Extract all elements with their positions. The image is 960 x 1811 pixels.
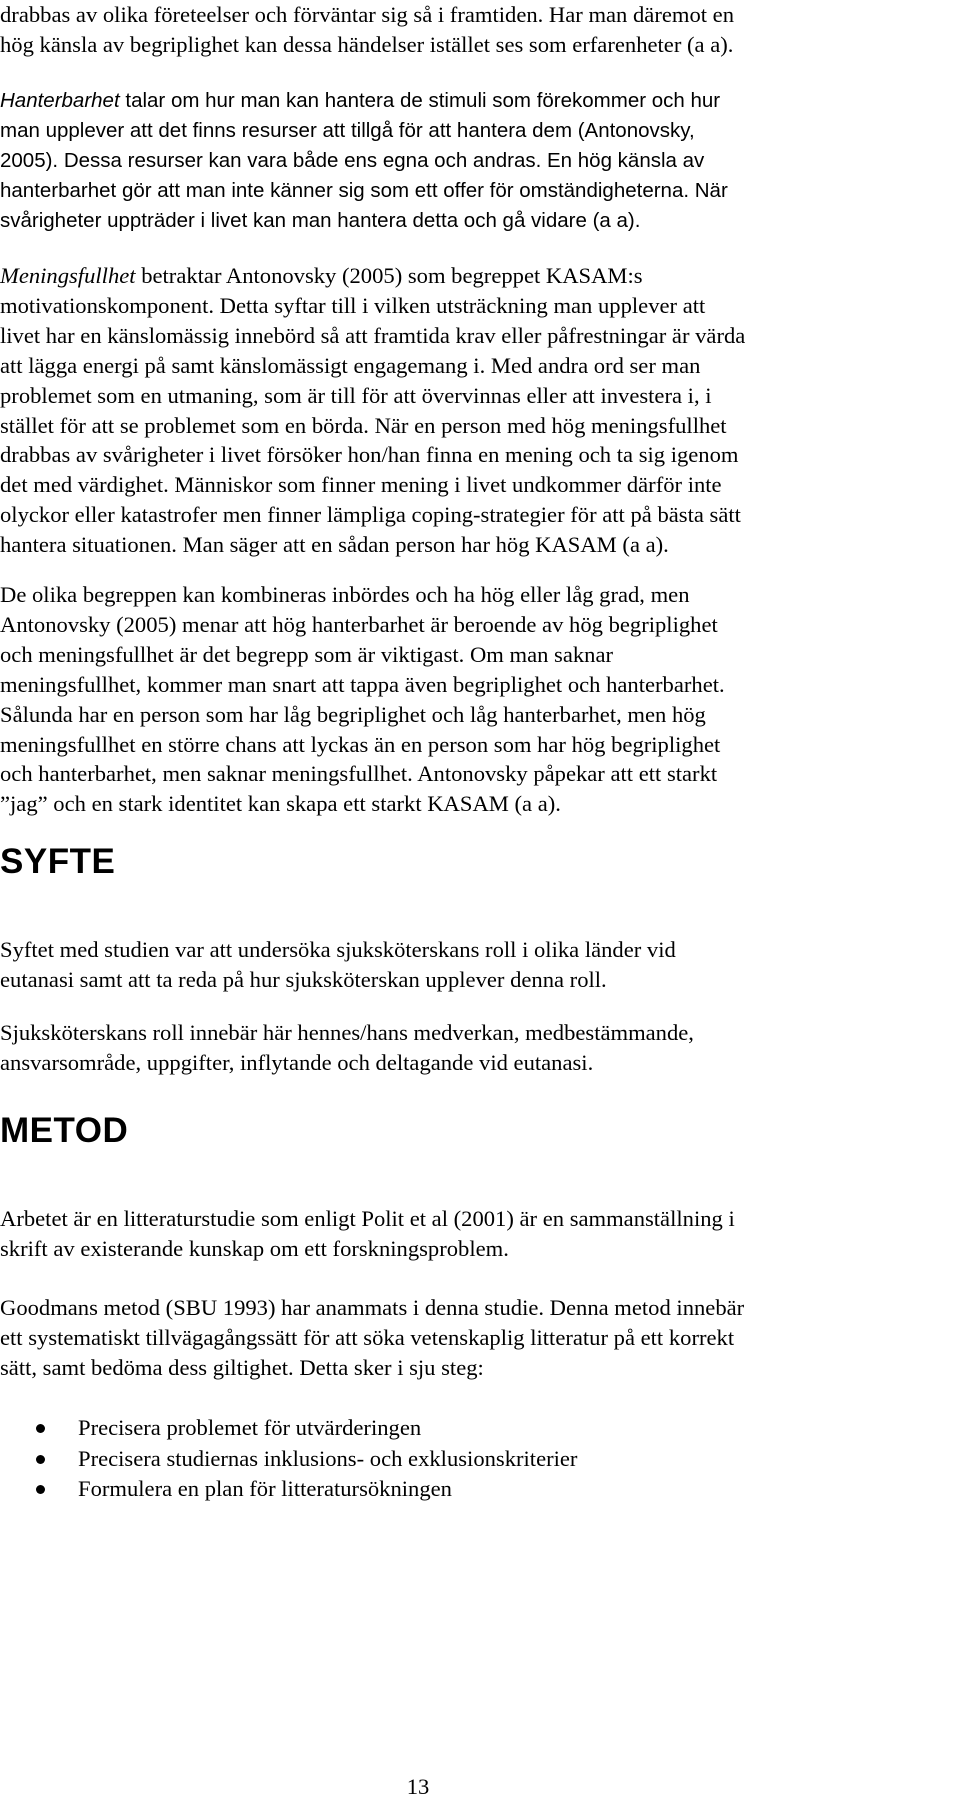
paragraph-meningsfullhet [0, 261, 960, 560]
text-line: Goodmans metod (SBU 1993) har anammats i denna studie. Denna metod innebär [0, 1295, 745, 1320]
term-hanterbarhet: Hanterbarhet [0, 89, 120, 112]
text-line: problemet som en utmaning, som är till för att övervinnas eller att investera i, i [0, 382, 712, 408]
text-line: drabbas av olika företeelser och förväntar sig så i framtiden. Har man däremot en [0, 2, 734, 27]
text-line: livet har en känslomässig innebörd så att framtida krav eller påfrestningar är värda [0, 322, 746, 348]
paragraph-metod-2 [0, 1293, 960, 1383]
list-item [0, 1444, 577, 1475]
text-line: man upplever att det finns resurser att tillgå för att hantera dem (Antonovsky, [0, 118, 695, 142]
text-fragment: betraktar Antonovsky (2005) som begreppet KASAM:s [135, 263, 643, 288]
paragraph-hanterbarhet [0, 86, 960, 236]
text-line: hög känsla av begriplighet kan dessa händelser istället ses som erfarenheter (a a). [0, 31, 734, 57]
text-line: och hanterbarhet, men saknar meningsfullhet. Antonovsky påpekar att ett starkt [0, 761, 718, 787]
text-fragment: talar om hur man kan hantera de stimuli som förekommer och hur [119, 89, 721, 112]
page-number: 13 [406, 1774, 430, 1799]
section-heading-metod: METOD [0, 1111, 129, 1150]
text-line: hantera situationen. Man säger att en sådan person har hög KASAM (a a). [0, 532, 669, 558]
text-line: Sålunda har en person som har låg begriplighet och låg hanterbarhet, men hög [0, 701, 706, 727]
list-item-text: Precisera problemet för utvärderingen [78, 1415, 422, 1440]
text-line: hanterbarhet gör att man inte känner sig som ett offer för omständigheterna. När [0, 178, 728, 202]
text-line: att lägga energi på samt känslomässigt engagemang i. Med andra ord ser man [0, 352, 701, 378]
text-line [0, 86, 960, 116]
bullet-icon [36, 1424, 45, 1433]
paragraph-syfte-1 [0, 935, 960, 995]
text-line: Arbetet är en litteraturstudie som enligt Polit et al (2001) är en sammanställning i [0, 1206, 735, 1231]
text-line: och meningsfullhet är det begrepp som är viktigast. Om man saknar [0, 641, 614, 667]
text-line: Antonovsky (2005) menar att hög hanterbarhet är beroende av hög begriplighet [0, 611, 718, 637]
text-line: drabbas av svårigheter i livet försöker hon/han finna en mening och ta sig igenom [0, 442, 739, 468]
text-line: De olika begreppen kan kombineras inbördes och ha hög eller låg grad, men [0, 582, 690, 607]
text-line: svårigheter uppträder i livet kan man hantera detta och gå vidare (a a). [0, 208, 641, 232]
text-line: ”jag” och en stark identitet kan skapa ett starkt KASAM (a a). [0, 791, 561, 817]
paragraph-metod-1 [0, 1204, 960, 1264]
text-line: eutanasi samt att ta reda på hur sjuksköterskan upplever denna roll. [0, 966, 607, 992]
text-line: olyckor eller katastrofer men finner lämpliga coping-strategier för att på bästa sätt [0, 502, 741, 528]
text-line: motivationskomponent. Detta syftar till i vilken utsträckning man upplever att [0, 292, 706, 318]
text-line [0, 261, 960, 291]
text-line: Syftet med studien var att undersöka sjuksköterskans roll i olika länder vid [0, 937, 676, 962]
list-item [0, 1413, 577, 1444]
section-heading-syfte: SYFTE [0, 842, 116, 881]
bullet-icon [36, 1455, 45, 1464]
bullet-icon [36, 1485, 45, 1494]
text-line: det med värdighet. Människor som finner mening i livet undkommer därför inte [0, 472, 722, 498]
list-item [0, 1474, 577, 1505]
text-line: ett systematiskt tillvägagångssätt för att söka vetenskaplig litteratur på ett korrekt [0, 1324, 735, 1350]
term-meningsfullhet: Meningsfullhet [0, 263, 136, 288]
paragraph-combination [0, 580, 960, 819]
step-list [0, 1413, 577, 1505]
paragraph-intro [0, 0, 960, 60]
text-line: meningsfullhet, kommer man snart att tappa även begriplighet och hanterbarhet. [0, 671, 725, 697]
text-line: stället för att se problemet som en börda. När en person med hög meningsfullhet [0, 412, 727, 438]
text-line: Sjuksköterskans roll innebär här hennes/hans medverkan, medbestämmande, [0, 1020, 694, 1045]
text-line: ansvarsområde, uppgifter, inflytande och deltagande vid eutanasi. [0, 1049, 594, 1075]
text-line: 2005). Dessa resurser kan vara både ens egna och andras. En hög känsla av [0, 148, 705, 172]
list-item-text: Formulera en plan för litteratursökningen [78, 1476, 452, 1501]
text-line: meningsfullhet en större chans att lyckas än en person som har hög begriplighet [0, 731, 721, 757]
text-line: sätt, samt bedöma dess giltighet. Detta sker i sju steg: [0, 1354, 484, 1380]
paragraph-syfte-2 [0, 1018, 960, 1078]
list-item-text: Precisera studiernas inklusions- och exklusionskriterier [78, 1445, 578, 1471]
text-line: skrift av existerande kunskap om ett forskningsproblem. [0, 1235, 509, 1261]
